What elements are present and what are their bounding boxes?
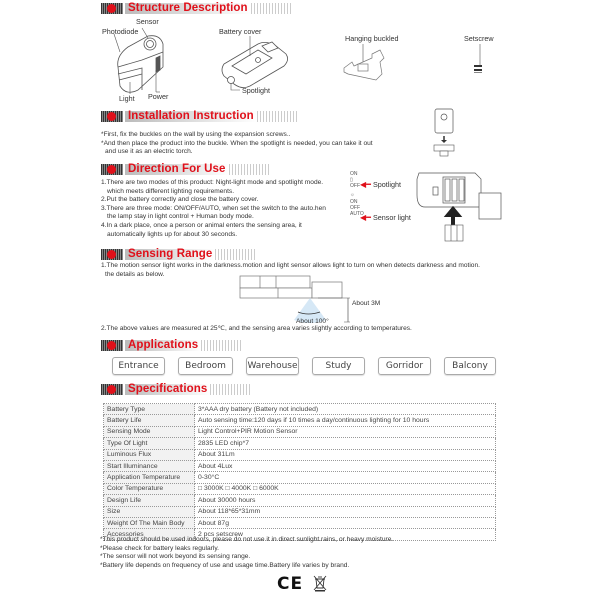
section-title: Direction For Use bbox=[125, 164, 229, 175]
spec-value: About 118*65*31mm bbox=[195, 506, 496, 517]
label-sensor: Sensor bbox=[136, 17, 159, 26]
header-fade bbox=[229, 164, 269, 175]
application-tag: Bedroom bbox=[178, 357, 233, 375]
section-bullet-icon bbox=[101, 164, 123, 175]
spec-value: 0-30°C bbox=[195, 472, 496, 483]
sensing-line: the details as below. bbox=[105, 270, 165, 278]
switch-off-label: OFF bbox=[350, 205, 360, 211]
label-photodiode: Photodiode bbox=[102, 27, 139, 36]
direction-line: which meets different lighting requirements. bbox=[107, 187, 235, 195]
label-spotlight: Spotlight bbox=[242, 86, 270, 95]
section-bullet-icon bbox=[101, 249, 123, 260]
spec-key: Accessories bbox=[104, 529, 195, 540]
direction-line: automatically lights up for about 30 seconds. bbox=[107, 230, 238, 238]
header-fade bbox=[201, 340, 241, 351]
note-line: *This product should be used indoors, please do not use it in direct sunlight.rains, or heavy moisture. bbox=[100, 536, 394, 543]
application-tag: Balcony bbox=[444, 357, 496, 375]
header-fade bbox=[215, 249, 255, 260]
table-row bbox=[104, 426, 496, 437]
spec-value: 2 pcs setscrew bbox=[195, 529, 496, 540]
installation-line: *First, fix the buckles on the wall by using the expansion screws.. bbox=[101, 131, 291, 138]
section-header-sensing bbox=[101, 248, 255, 260]
spotlight-pointer bbox=[360, 180, 401, 189]
spec-key: Battery Type bbox=[104, 404, 195, 415]
header-fade bbox=[251, 3, 291, 14]
label-light: Light bbox=[119, 94, 135, 103]
section-header-structure bbox=[101, 2, 291, 14]
spec-key: Weight Of The Main Body bbox=[104, 517, 195, 528]
torch-icon: ▯ bbox=[350, 177, 353, 183]
spec-key: Battery Life bbox=[104, 415, 195, 426]
table-row bbox=[104, 506, 496, 517]
section-title: Applications bbox=[125, 340, 201, 351]
section-bullet-icon bbox=[101, 340, 123, 351]
table-row bbox=[104, 495, 496, 506]
weee-bin-icon bbox=[313, 575, 327, 592]
arrow-left-icon: ◀━ bbox=[360, 213, 371, 222]
setscrew-illustration bbox=[470, 44, 490, 74]
spec-value: □ 3000K □ 4000K □ 6000K bbox=[195, 483, 496, 494]
section-title: Installation Instruction bbox=[125, 111, 257, 122]
spec-key: Design Life bbox=[104, 495, 195, 506]
direction-line: 1.There are two modes of this product: Night-light mode and spotlight mode. bbox=[101, 179, 324, 186]
section-header-specifications bbox=[101, 383, 250, 395]
spec-key: Color Temperature bbox=[104, 483, 195, 494]
note-line: *The sensor will not work beyond its sensing range. bbox=[100, 553, 251, 561]
installation-line: *And then place the product into the buckle. When the spotlight is needed, you can take it out bbox=[101, 139, 373, 147]
table-row bbox=[104, 460, 496, 471]
section-bullet-icon bbox=[101, 384, 123, 395]
spec-value: 2835 LED chip*7 bbox=[195, 438, 496, 449]
section-header-applications bbox=[101, 339, 241, 351]
table-row bbox=[104, 483, 496, 494]
switch-on-label: ON bbox=[350, 171, 358, 177]
direction-text bbox=[101, 179, 326, 239]
switch-legend bbox=[350, 171, 364, 217]
direction-line: 4.In a dark place, once a person or animal enters the sensing area, it bbox=[101, 221, 302, 229]
label-hanging-buckled: Hanging buckled bbox=[345, 34, 399, 43]
spec-value: About 30000 hours bbox=[195, 495, 496, 506]
header-fade bbox=[210, 384, 250, 395]
spec-value: About 31Lm bbox=[195, 449, 496, 460]
installation-text bbox=[101, 131, 373, 157]
spec-key: Start Illuminance bbox=[104, 460, 195, 471]
battery-install-diagram bbox=[415, 165, 505, 243]
applications-list bbox=[112, 357, 496, 375]
spec-value: Light Control+PIR Motion Sensor bbox=[195, 426, 496, 437]
table-row bbox=[104, 517, 496, 528]
spec-value: Auto sensing time:120 days if 10 times a day/continuous lighting for 10 hours bbox=[195, 415, 496, 426]
application-tag: Warehouse bbox=[246, 357, 299, 375]
section-bullet-icon bbox=[101, 111, 123, 122]
sensor-light-pointer bbox=[360, 213, 411, 222]
section-header-installation bbox=[101, 110, 297, 122]
label-sensor-light-mode: Sensor light bbox=[372, 213, 411, 222]
spec-key: Application Temperature bbox=[104, 472, 195, 483]
sensing-angle: About 100° bbox=[296, 318, 329, 325]
switch-on-label: ON bbox=[350, 199, 358, 205]
application-tag: Study bbox=[312, 357, 365, 375]
installation-line: and use it as an electric torch. bbox=[105, 148, 193, 156]
notes bbox=[100, 536, 393, 570]
switch-auto-label: AUTO bbox=[350, 211, 364, 217]
spec-value: 3*AAA dry battery (Battery not included) bbox=[195, 404, 496, 415]
hanging-buckle-illustration bbox=[340, 44, 390, 84]
spec-key: Luminous Flux bbox=[104, 449, 195, 460]
application-tag: Entrance bbox=[112, 357, 165, 375]
section-bullet-icon bbox=[101, 3, 123, 14]
section-header-direction bbox=[101, 163, 269, 175]
sensing-line: 1.The motion sensor light works in the darkness.motion and light sensor allows light to turn on when detects darkness and motion. bbox=[101, 262, 480, 269]
table-row bbox=[104, 415, 496, 426]
spec-value: About 87g bbox=[195, 517, 496, 528]
label-power: Power bbox=[148, 92, 169, 101]
section-title: Sensing Range bbox=[125, 249, 215, 260]
sensing-text-2: 2.The above values are measured at 25℃, and the sensing area varies slightly according to temperatures. bbox=[101, 325, 412, 332]
sensing-distance: About 3M bbox=[352, 300, 381, 307]
section-title: Specifications bbox=[125, 384, 210, 395]
table-row bbox=[104, 404, 496, 415]
section-title: Structure Description bbox=[125, 3, 251, 14]
direction-line: 2.Put the battery correctly and close the battery cover. bbox=[101, 196, 259, 204]
header-fade bbox=[257, 111, 297, 122]
spec-key: Type Of Light bbox=[104, 438, 195, 449]
label-setscrew: Setscrew bbox=[464, 34, 494, 43]
label-spotlight-mode: Spotlight bbox=[372, 180, 401, 189]
specifications-table bbox=[103, 403, 496, 541]
device-front-illustration bbox=[108, 22, 168, 102]
spec-key: Sensing Mode bbox=[104, 426, 195, 437]
spec-key: Size bbox=[104, 506, 195, 517]
application-tag: Gorridor bbox=[378, 357, 431, 375]
note-line: *Battery life depends on frequency of use and usage time.Battery life varies by brand. bbox=[100, 561, 350, 569]
direction-line: the lamp stay in light control + Human body mode. bbox=[107, 213, 254, 221]
label-battery-cover: Battery cover bbox=[219, 27, 262, 36]
table-row bbox=[104, 472, 496, 483]
switch-off-label: OFF bbox=[350, 183, 360, 189]
install-diagram bbox=[430, 108, 460, 158]
ce-mark-icon: CE bbox=[277, 574, 304, 594]
direction-line: 3.There are three mode: ON/OFF/AUTO, when set the switch to the auto.hen bbox=[101, 204, 326, 212]
table-row bbox=[104, 438, 496, 449]
table-row bbox=[104, 449, 496, 460]
arrow-left-icon: ◀━ bbox=[360, 180, 371, 189]
spec-value: About 4Lux bbox=[195, 460, 496, 471]
bulb-icon: ☼ bbox=[350, 192, 355, 198]
note-line: *Please check for battery leaks regularly. bbox=[100, 544, 219, 552]
